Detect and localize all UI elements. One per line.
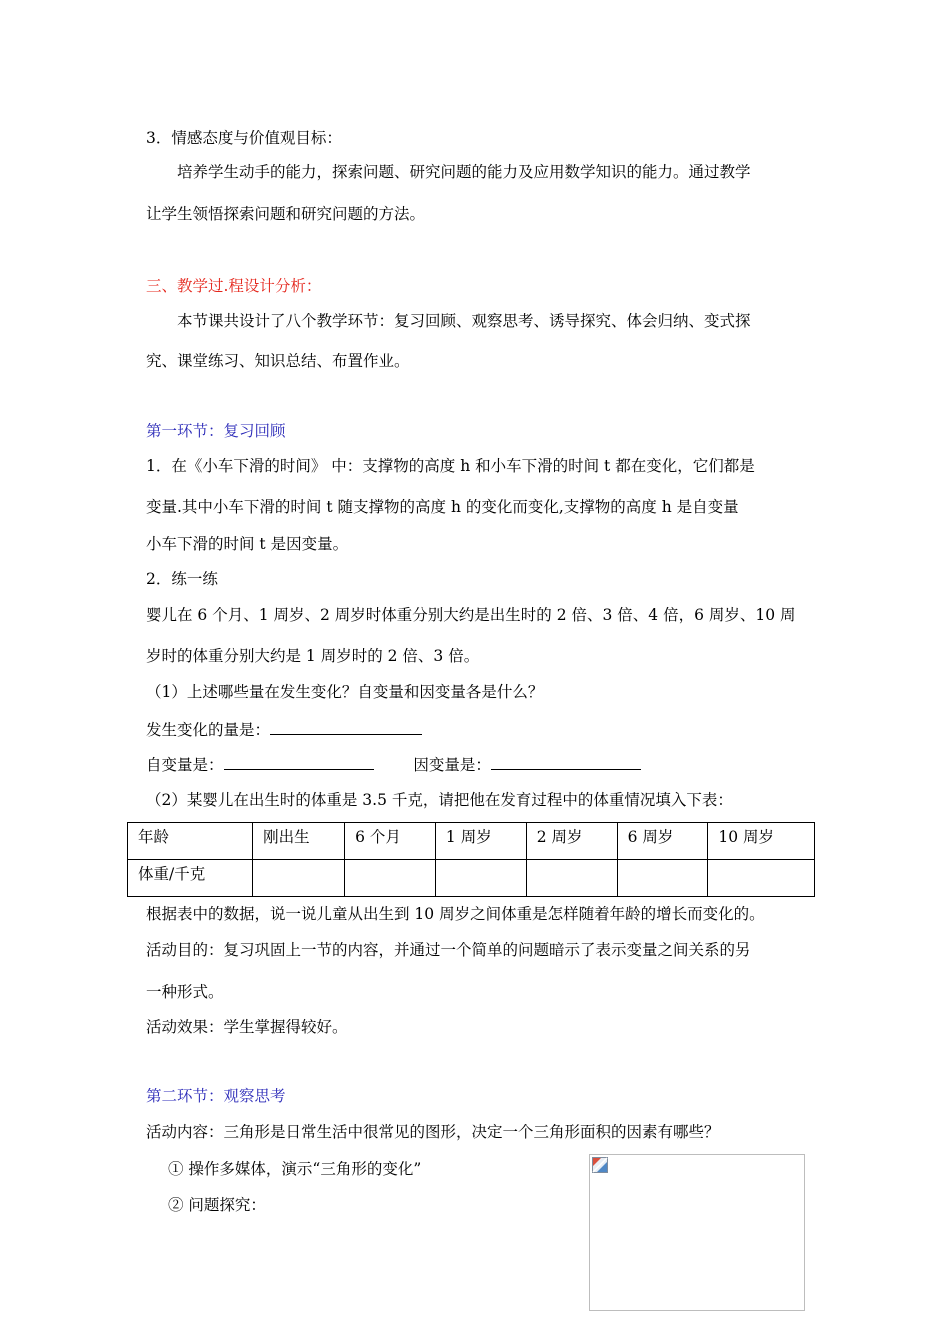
independent-variable-label: 自变量是： bbox=[146, 756, 224, 774]
table-header-cell: 10 周岁 bbox=[708, 823, 815, 860]
table-header-cell: 2 周岁 bbox=[526, 823, 617, 860]
table-input-cell[interactable] bbox=[253, 860, 345, 897]
stage2-step2: ② 问题探究： bbox=[168, 1196, 266, 1214]
section-three-line1: 本节课共设计了八个教学环节：复习回顾、观察思考、诱导探究、体会归纳、变式探 bbox=[177, 312, 751, 330]
table-header-cell: 年龄 bbox=[128, 823, 253, 860]
stage1-after-table: 根据表中的数据，说一说儿童从出生到 10 周岁之间体重是怎样随着年龄的增长而变化的。 bbox=[146, 905, 765, 923]
table-input-cell[interactable] bbox=[708, 860, 815, 897]
stage1-item2-heading: 2．练一练 bbox=[146, 570, 218, 588]
stage1-purpose-line1: 活动目的：复习巩固上一节的内容，并通过一个简单的问题暗示了表示变量之间关系的另 bbox=[146, 941, 751, 959]
table-header-cell: 刚出生 bbox=[253, 823, 345, 860]
stage1-question1: （1）上述哪些量在发生变化？自变量和因变量各是什么？ bbox=[146, 683, 544, 701]
table-input-cell[interactable] bbox=[526, 860, 617, 897]
broken-image-icon bbox=[592, 1157, 608, 1173]
independent-variable-blank[interactable] bbox=[224, 754, 374, 770]
table-header-cell: 6 个月 bbox=[345, 823, 436, 860]
stage1-question2: （2）某婴儿在出生时的体重是 3.5 千克，请把他在发育过程中的体重情况填入下表： bbox=[146, 791, 733, 809]
weight-table bbox=[127, 822, 815, 897]
stage1-item1-line2: 变量.其中小车下滑的时间 t 随支撑物的高度 h 的变化而变化,支撑物的高度 h 是自变量 bbox=[146, 498, 739, 516]
goal3-paragraph-line2: 让学生领悟探索问题和研究问题的方法。 bbox=[146, 205, 426, 223]
goal3-heading: 3．情感态度与价值观目标： bbox=[146, 129, 342, 147]
section-three-line2: 究、课堂练习、知识总结、布置作业。 bbox=[146, 352, 410, 370]
stage1-purpose-line2: 一种形式。 bbox=[146, 983, 224, 1001]
table-header-cell: 1 周岁 bbox=[435, 823, 526, 860]
stage1-effect: 活动效果：学生掌握得较好。 bbox=[146, 1018, 348, 1036]
dependent-variable-blank[interactable] bbox=[491, 754, 641, 770]
image-placeholder bbox=[589, 1154, 805, 1311]
variables-row bbox=[146, 754, 641, 775]
table-row bbox=[128, 860, 815, 897]
table-input-cell[interactable] bbox=[345, 860, 436, 897]
goal3-paragraph-line1: 培养学生动手的能力，探索问题、研究问题的能力及应用数学知识的能力。通过教学 bbox=[177, 163, 751, 181]
stage1-item1-line3: 小车下滑的时间 t 是因变量。 bbox=[146, 535, 349, 553]
stage2-content: 活动内容：三角形是日常生活中很常见的图形，决定一个三角形面积的因素有哪些？ bbox=[146, 1123, 720, 1141]
stage1-heading: 第一环节：复习回顾 bbox=[146, 422, 286, 440]
dependent-variable-label: 因变量是： bbox=[413, 756, 491, 774]
stage1-item1-line1: 1．在《小车下滑的时间》 中：支撑物的高度 h 和小车下滑的时间 t 都在变化，它们都是 bbox=[146, 457, 755, 475]
changing-quantity-row bbox=[146, 719, 422, 740]
table-row-label: 体重/千克 bbox=[128, 860, 253, 897]
stage1-item2-line2: 岁时的体重分别大约是 1 周岁时的 2 倍、3 倍。 bbox=[146, 647, 480, 665]
table-input-cell[interactable] bbox=[435, 860, 526, 897]
changing-quantity-blank[interactable] bbox=[270, 719, 422, 735]
table-header-cell: 6 周岁 bbox=[617, 823, 708, 860]
stage2-step1: ① 操作多媒体，演示“三角形的变化” bbox=[168, 1160, 422, 1178]
table-input-cell[interactable] bbox=[617, 860, 708, 897]
stage2-heading: 第二环节：观察思考 bbox=[146, 1087, 286, 1105]
table-row bbox=[128, 823, 815, 860]
changing-quantity-label: 发生变化的量是： bbox=[146, 721, 271, 739]
stage1-item2-line1: 婴儿在 6 个月、1 周岁、2 周岁时体重分别大约是出生时的 2 倍、3 倍、4 倍，6 周岁、10 周 bbox=[146, 606, 796, 624]
section-three-heading: 三、教学过.程设计分析： bbox=[146, 277, 322, 295]
